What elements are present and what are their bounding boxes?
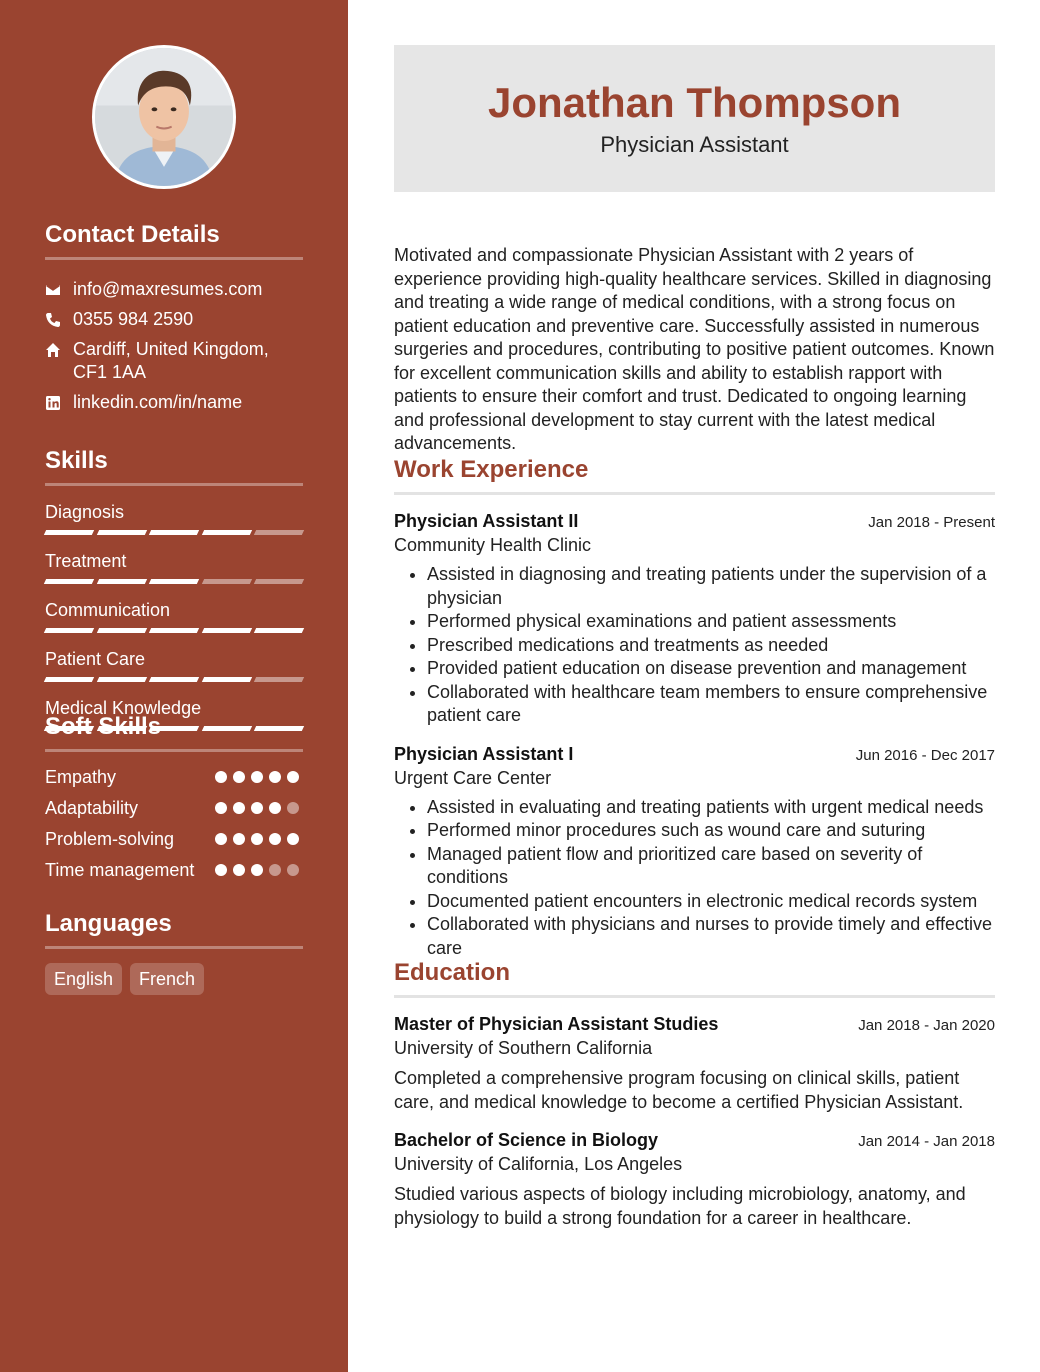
work-role: Physician Assistant I xyxy=(394,743,574,764)
rating-dot xyxy=(233,833,245,845)
skill-level-segment xyxy=(96,628,146,633)
soft-skill-item xyxy=(45,766,303,789)
work-bullet: • Prescribed medications and treatments as needed xyxy=(427,634,995,658)
summary-text: Motivated and compassionate Physician Assistant with 2 years of experience providing high-quality healthcare services. Skilled in diagnosing and treating a wide range of medical conditions, with a strong focus on patient education and preventive care. Successfully assisted in numerous surgeries and procedures, contributing to positive patient outcomes. Known for excellent communication skills and ability to establish rapport with patients to ensure their comfort and trust. Dedicated to ongoing learning and professional development to stay current with the latest medical advancements. xyxy=(394,245,995,453)
profile-photo xyxy=(95,48,233,186)
skill-level-segment xyxy=(202,677,252,682)
skill-level-segment xyxy=(254,579,304,584)
avatar xyxy=(92,45,236,189)
skill-item xyxy=(45,599,303,634)
skill-level-segment xyxy=(254,628,304,633)
education-description: Studied various aspects of biology including microbiology, anatomy, and physiology to build a strong foundation for a career in healthcare. xyxy=(394,1184,966,1228)
rating-dot xyxy=(215,802,227,814)
skill-level-bar xyxy=(45,628,303,634)
education-degree: Bachelor of Science in Biology xyxy=(394,1130,659,1150)
skill-name: Diagnosis xyxy=(45,502,125,522)
work-bullets xyxy=(394,563,995,728)
languages-heading: Languages xyxy=(45,910,303,949)
education-entry xyxy=(394,1012,995,1114)
education-list xyxy=(394,1012,995,1230)
rating-dot xyxy=(251,802,263,814)
soft-skills-list xyxy=(45,766,303,882)
work-organization: Community Health Clinic xyxy=(394,535,592,555)
soft-skill-name: Adaptability xyxy=(45,798,139,818)
skill-level-segment xyxy=(44,628,94,633)
candidate-name: Jonathan Thompson xyxy=(488,79,901,126)
soft-skill-rating xyxy=(215,797,299,814)
education-date: Jan 2018 - Jan 2020 xyxy=(858,1017,995,1034)
work-organization: Urgent Care Center xyxy=(394,767,552,788)
phone-icon xyxy=(45,308,73,331)
skills-heading: Skills xyxy=(45,447,303,486)
skill-level-bar xyxy=(45,530,303,536)
work-bullet: • Collaborated with healthcare team members to ensure comprehensive patient care xyxy=(427,681,995,728)
rating-dot xyxy=(287,833,299,845)
skill-level-segment xyxy=(96,579,146,584)
rating-dot xyxy=(251,864,263,876)
soft-skill-name: Empathy xyxy=(45,767,117,787)
skill-level-segment xyxy=(202,579,252,584)
work-role: Physician Assistant II xyxy=(394,511,579,531)
education-school: University of California, Los Angeles xyxy=(394,1154,683,1174)
contact-linkedin[interactable] xyxy=(45,391,303,414)
linkedin-icon xyxy=(45,391,73,414)
skill-level-segment xyxy=(254,530,304,535)
work-bullet: • Assisted in evaluating and treating patients with urgent medical needs xyxy=(427,796,995,820)
language-chip: French xyxy=(130,963,204,995)
contact-list xyxy=(45,278,303,414)
soft-skills-section xyxy=(45,713,303,882)
skill-item xyxy=(45,648,303,683)
education-heading: Education xyxy=(394,959,995,998)
contact-section xyxy=(45,221,303,421)
rating-dot xyxy=(233,802,245,814)
skill-name: Patient Care xyxy=(45,649,146,669)
skills-list xyxy=(45,501,303,732)
skill-level-segment xyxy=(149,530,199,535)
rating-dot xyxy=(233,771,245,783)
work-entry xyxy=(394,742,995,961)
languages-list xyxy=(45,963,303,995)
skill-level-segment xyxy=(254,677,304,682)
soft-skill-item xyxy=(45,797,303,820)
skill-name: Communication xyxy=(45,600,171,620)
work-bullet: • Performed minor procedures such as wound care and suturing xyxy=(427,819,995,843)
skill-item xyxy=(45,550,303,585)
education-section xyxy=(394,959,995,1230)
skills-section xyxy=(45,447,303,732)
work-entry-header xyxy=(394,509,995,533)
job-title: Physician Assistant xyxy=(600,132,789,157)
contact-phone-text: 0355 984 2590 xyxy=(73,309,194,329)
rating-dot xyxy=(233,864,245,876)
education-date: Jan 2014 - Jan 2018 xyxy=(858,1133,995,1150)
skill-name: Medical Knowledge xyxy=(45,698,202,718)
work-bullet: • Assisted in diagnosing and treating patients under the supervision of a physician xyxy=(427,563,995,610)
language-chip: English xyxy=(45,963,122,995)
work-bullet: • Performed physical examinations and patient assessments xyxy=(427,610,995,634)
education-school: University of Southern California xyxy=(394,1038,653,1058)
contact-phone[interactable] xyxy=(45,308,303,331)
rating-dot xyxy=(251,833,263,845)
rating-dot xyxy=(287,864,299,876)
work-bullet: • Managed patient flow and prioritized care based on severity of conditions xyxy=(427,843,995,890)
education-degree: Master of Physician Assistant Studies xyxy=(394,1014,719,1034)
skill-level-segment xyxy=(149,579,199,584)
rating-dot xyxy=(269,771,281,783)
rating-dot xyxy=(269,802,281,814)
work-heading: Work Experience xyxy=(394,456,995,495)
rating-dot xyxy=(269,864,281,876)
skill-item xyxy=(45,501,303,536)
skill-level-segment xyxy=(44,579,94,584)
work-bullet: • Provided patient education on disease prevention and management xyxy=(427,657,995,681)
contact-linkedin-text: linkedin.com/in/name xyxy=(73,392,243,412)
work-entry xyxy=(394,509,995,728)
name-header xyxy=(394,45,995,192)
rating-dot xyxy=(269,833,281,845)
skill-level-bar xyxy=(45,579,303,585)
work-list xyxy=(394,509,995,960)
contact-heading: Contact Details xyxy=(45,221,303,260)
skill-level-segment xyxy=(149,628,199,633)
contact-address-text: Cardiff, United Kingdom, CF1 1AA xyxy=(73,339,269,382)
skill-level-segment xyxy=(44,530,94,535)
soft-skill-rating xyxy=(215,859,299,876)
work-entry-header xyxy=(394,742,995,766)
skill-level-segment xyxy=(96,677,146,682)
education-entry-header xyxy=(394,1012,995,1036)
contact-email[interactable] xyxy=(45,278,303,301)
rating-dot xyxy=(215,771,227,783)
languages-section xyxy=(45,910,303,995)
work-bullet: • Collaborated with physicians and nurses to provide timely and effective care xyxy=(427,913,995,960)
work-bullets xyxy=(394,796,995,961)
soft-skill-name: Time management xyxy=(45,860,195,880)
rating-dot xyxy=(251,771,263,783)
contact-email-text: info@maxresumes.com xyxy=(73,279,263,299)
soft-skill-name: Problem-solving xyxy=(45,829,175,849)
work-section xyxy=(394,456,995,960)
skill-level-segment xyxy=(202,530,252,535)
work-date: Jun 2016 - Dec 2017 xyxy=(855,746,995,764)
skill-level-segment xyxy=(202,628,252,633)
education-entry-header xyxy=(394,1128,995,1152)
rating-dot xyxy=(215,864,227,876)
skill-level-segment xyxy=(149,677,199,682)
home-icon xyxy=(45,338,73,361)
education-entry xyxy=(394,1128,995,1230)
skill-level-segment xyxy=(96,530,146,535)
skill-name: Treatment xyxy=(45,551,127,571)
soft-skill-rating xyxy=(215,766,299,783)
skill-level-segment xyxy=(44,677,94,682)
work-bullet: • Documented patient encounters in electronic medical records system xyxy=(427,890,995,914)
soft-skills-heading: Soft Skills xyxy=(45,713,303,752)
soft-skill-rating xyxy=(215,828,299,845)
rating-dot xyxy=(287,771,299,783)
soft-skill-item xyxy=(45,828,303,851)
rating-dot xyxy=(287,802,299,814)
contact-address xyxy=(45,338,303,384)
work-date: Jan 2018 - Present xyxy=(868,514,995,531)
sidebar xyxy=(0,0,348,1372)
skill-level-bar xyxy=(45,677,303,683)
rating-dot xyxy=(215,833,227,845)
envelope-icon xyxy=(45,278,73,301)
education-description: Completed a comprehensive program focusing on clinical skills, patient care, and medical knowledge to become a certified Physician Assistant. xyxy=(394,1068,964,1112)
soft-skill-item xyxy=(45,859,303,882)
